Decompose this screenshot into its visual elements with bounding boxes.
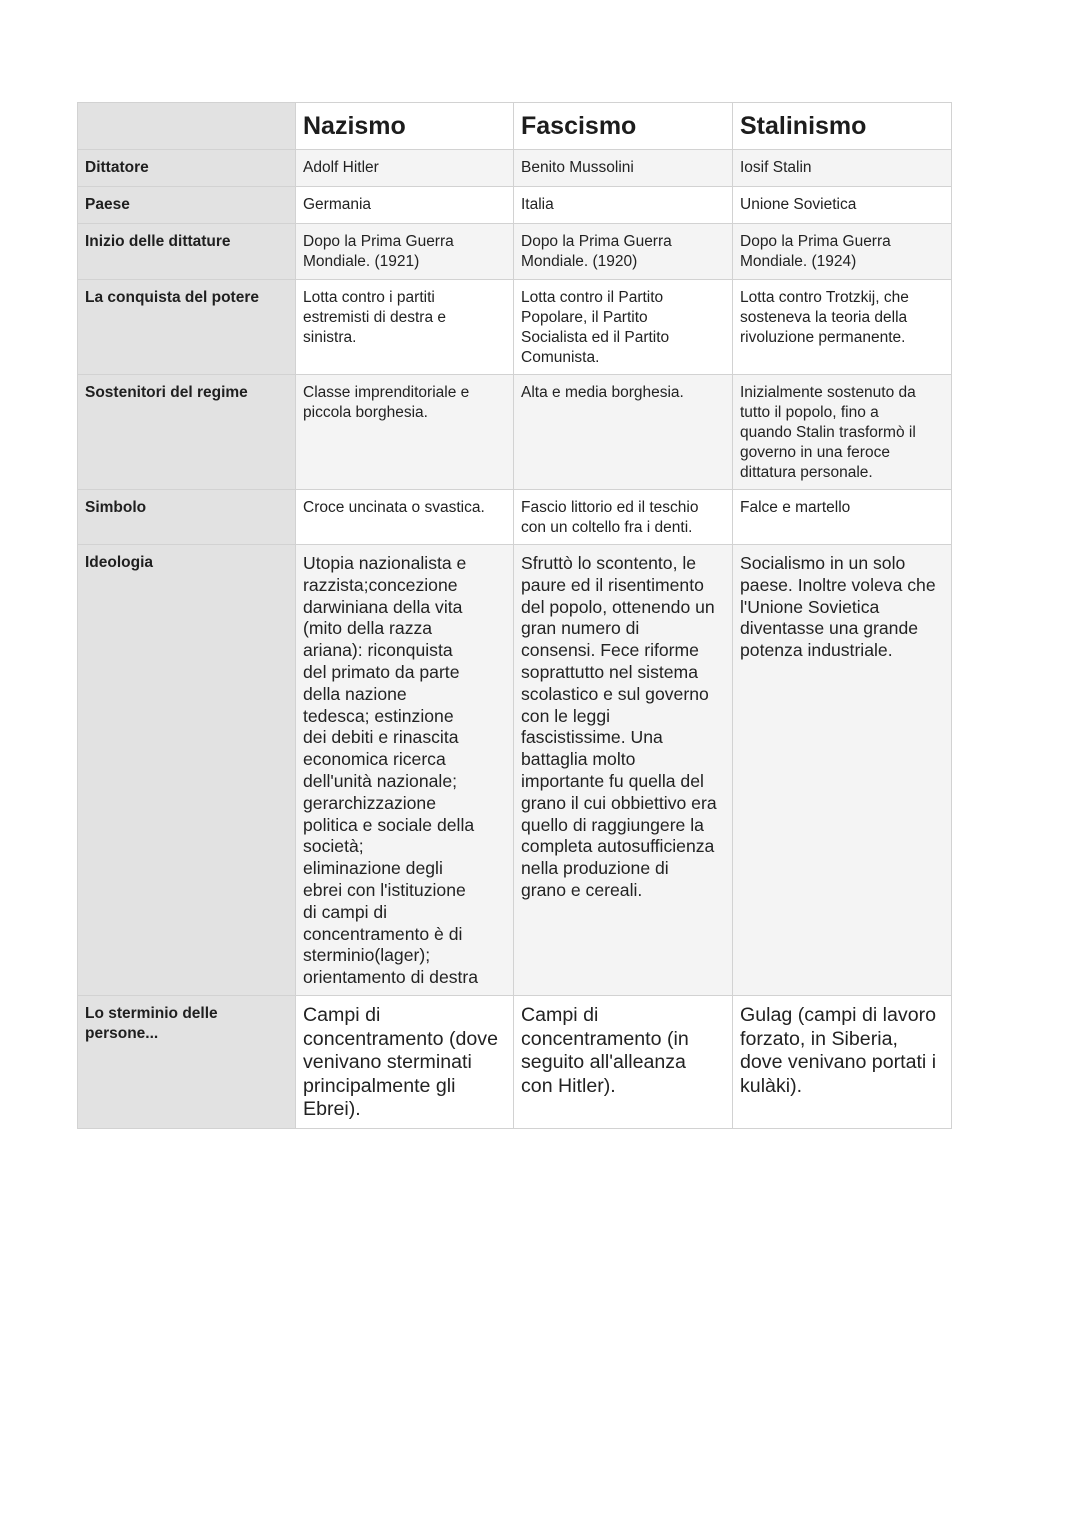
table-cell: Fascio littorio ed il teschio con un coltello fra i denti. [514,490,733,545]
row-label: Ideologia [78,545,296,996]
row-label: Sostenitori del regime [78,375,296,490]
table-row-simbolo [78,490,952,545]
column-header-nazismo: Nazismo [296,103,514,150]
header-row [78,103,952,150]
table-cell: Unione Sovietica [733,187,952,224]
table-row-dittatore [78,150,952,187]
table-cell: Croce uncinata o svastica. [296,490,514,545]
table-cell: Sfruttò lo scontento, le paure ed il risentimento del popolo, ottenendo un gran numero di consensi. Fece riforme soprattutto nel sistema scolastico e sul governo con le leggi fascistissime. Una battaglia molto importante fu quella del grano il cui obbiettivo era quello di raggiungere la completa autosufficienza nella produzione di grano e cereali. [514,545,733,996]
row-label: Dittatore [78,150,296,187]
table-cell: Lotta contro il Partito Popolare, il Partito Socialista ed il Partito Comunista. [514,280,733,375]
comparison-sheet [77,102,951,1129]
table-cell: Iosif Stalin [733,150,952,187]
table-cell: Italia [514,187,733,224]
corner-cell [78,103,296,150]
table-cell: Campi di concentramento (dove venivano sterminati principalmente gli Ebrei). [296,995,514,1128]
row-label: La conquista del potere [78,280,296,375]
table-cell: Germania [296,187,514,224]
table-cell: Dopo la Prima Guerra Mondiale. (1921) [296,224,514,280]
dictatorships-comparison-table [77,102,952,1129]
row-label: Inizio delle dittature [78,224,296,280]
table-cell: Lotta contro i partiti estremisti di destra e sinistra. [296,280,514,375]
table-row-ideologia [78,545,952,996]
table-cell: Inizialmente sostenuto da tutto il popolo, fino a quando Stalin trasformò il governo in una feroce dittatura personale. [733,375,952,490]
table-cell: Gulag (campi di lavoro forzato, in Siberia, dove venivano portati i kulàki). [733,995,952,1128]
table-row-conquista [78,280,952,375]
table-cell: Socialismo in un solo paese. Inoltre voleva che l'Unione Sovietica diventasse una grande potenza industriale. [733,545,952,996]
row-label: Lo sterminio delle persone... [78,995,296,1128]
row-label: Simbolo [78,490,296,545]
table-cell: Falce e martello [733,490,952,545]
table-cell: Adolf Hitler [296,150,514,187]
table-cell: Utopia nazionalista e razzista;concezione darwiniana della vita (mito della razza ariana): riconquista del primato da parte della nazione tedesca; estinzione dei debiti e rinascita economica ricerca dell'unità nazionale; gerarchizzazione politica e sociale della società; eliminazione degli ebrei con l'istituzione di campi di concentramento è di sterminio(lager); orientamento di destra [296,545,514,996]
table-row-sterminio [78,995,952,1128]
table-cell: Classe imprenditoriale e piccola borghesia. [296,375,514,490]
column-header-fascismo: Fascismo [514,103,733,150]
table-row-sostenitori [78,375,952,490]
table-cell: Lotta contro Trotzkij, che sosteneva la teoria della rivoluzione permanente. [733,280,952,375]
table-row-inizio [78,224,952,280]
table-cell: Dopo la Prima Guerra Mondiale. (1924) [733,224,952,280]
table-cell: Campi di concentramento (in seguito all'alleanza con Hitler). [514,995,733,1128]
table-cell: Dopo la Prima Guerra Mondiale. (1920) [514,224,733,280]
column-header-stalinismo: Stalinismo [733,103,952,150]
row-label: Paese [78,187,296,224]
table-row-paese [78,187,952,224]
table-cell: Alta e media borghesia. [514,375,733,490]
table-cell: Benito Mussolini [514,150,733,187]
